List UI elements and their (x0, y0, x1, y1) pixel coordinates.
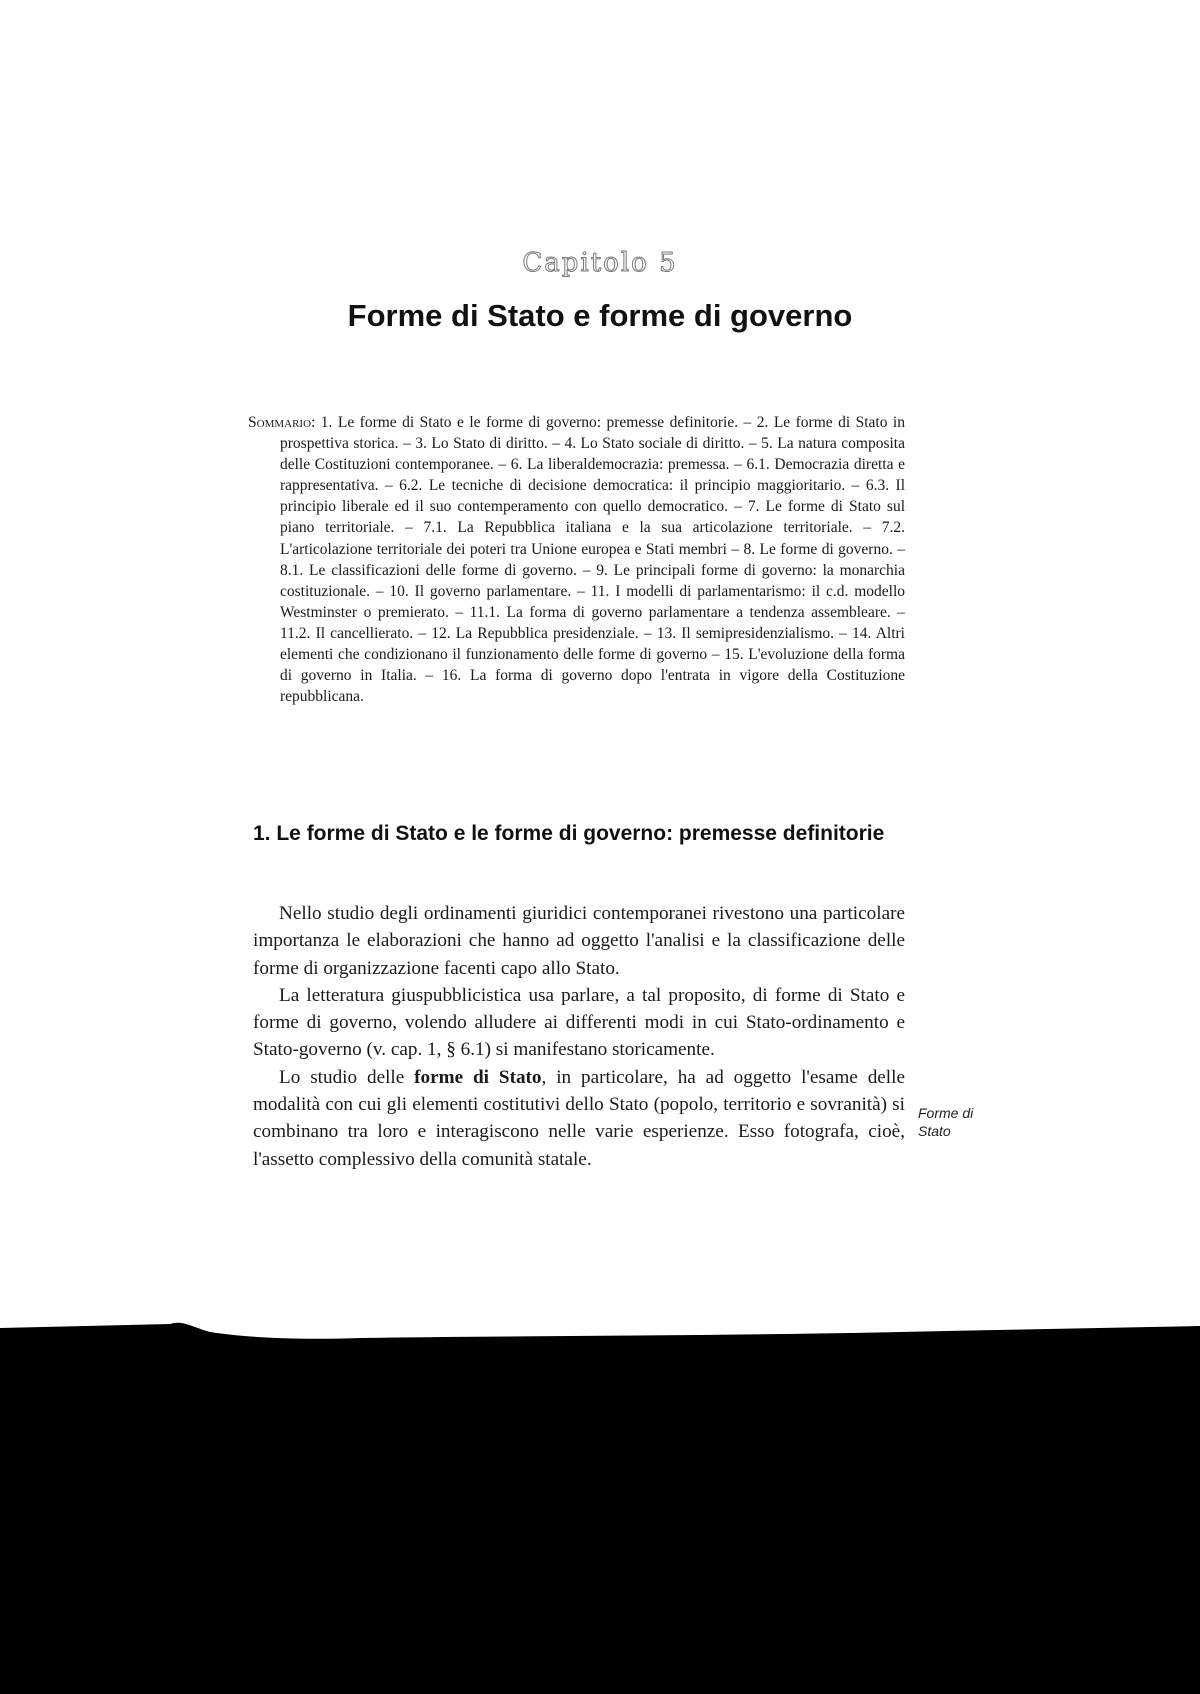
paragraph (253, 1064, 905, 1173)
section-heading: 1. Le forme di Stato e le forme di governo: premesse definitorie (253, 822, 885, 845)
margin-note: Forme di Stato (918, 1105, 974, 1139)
body-text (253, 900, 905, 1173)
chapter-title: Forme di Stato e forme di governo (347, 298, 853, 333)
paragraph: Nello studio degli ordinamenti giuridici contemporanei rivestono una particolare importanza le elaborazioni che hanno ad oggetto l'analisi e la classificazione delle forme di organizzazione facenti capo allo Stato. (253, 903, 905, 979)
chapter-label: Capitolo 5 (522, 248, 678, 278)
bold-term: forme di Stato (414, 1066, 542, 1088)
paragraph: La letteratura giuspubblicistica usa parlare, a tal proposito, di forme di Stato e forme di governo, volendo alludere ai differenti modi in cui Stato-ordinamento e Stato-governo (v. cap. 1, § 6.1) si manifestano storicamente. (253, 984, 905, 1061)
summary-text: 1. Le forme di Stato e le forme di governo: premesse definitorie. – 2. Le forme di Stato in prospettiva storica. – 3. Lo Stato di diritto. – 4. Lo Stato sociale di diritto. – 5. La natura composita delle Costituzioni contemporanee. – 6. La liberaldemocrazia: premessa. – 6.1. Democrazia diretta e rappresentativa. – 6.2. Le tecniche di decisione democratica: il principio maggioritario. – 6.3. Il principio liberale ed il suo contemperamento con quello democratico. – 7. Le forme di Stato sul piano territoriale. – 7.1. La Repubblica italiana e la sua articolazione territoriale. – 7.2. L'articolazione territoriale dei poteri tra Unione europea e Stati membri – 8. Le forme di governo. – 8.1. Le classificazioni delle forme di governo. – 9. Le principali forme di governo: la monarchia costituzionale. – 10. Il governo parlamentare. – 11. I modelli di parlamentarismo: il c.d. modello Westminster o premierato. – 11.1. La forma di governo parlamentare a tendenza assembleare. – 11.2. Il cancellierato. – 12. La Repubblica presidenziale. – 13. Il semipresidenzialismo. – 14. Altri elementi che condizionano il funzionamento delle forme di governo – 15. L'evoluzione della forma di governo in Italia. – 16. La forma di governo dopo l'entrata in vigore della Costituzione repubblicana. (280, 414, 905, 706)
scan-shadow (0, 1320, 1200, 1694)
chapter-summary (248, 412, 905, 707)
summary-lead: Sommario: (248, 414, 316, 431)
paragraph-text: Lo studio delle (279, 1066, 415, 1088)
paragraph-text: , in particolare, ha ad oggetto l'esame delle modalità con cui gli elementi costitutivi dello Stato (popolo, territorio e sovranità) si combinano tra loro e interagiscono nelle varie esperienze. Esso fotografa, cioè, l'assetto complessivo della comunità statale. (253, 1066, 905, 1170)
